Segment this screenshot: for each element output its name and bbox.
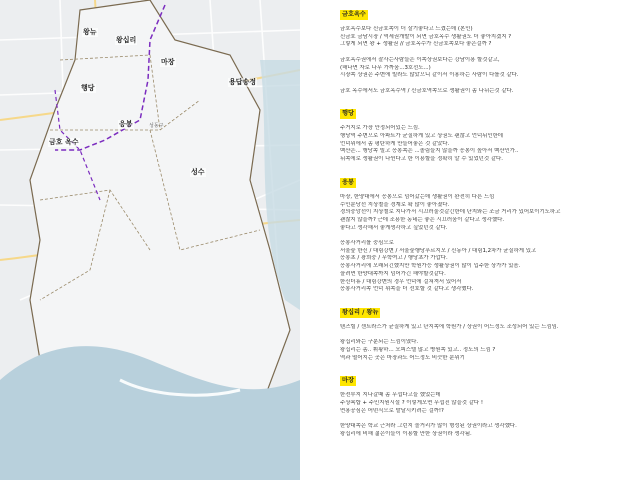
note-section bbox=[340, 376, 635, 438]
note-line: 면용공심은 어떤식으로 발달시키려는 걸까!? bbox=[340, 407, 444, 414]
label-wangsimni: 왕십리 bbox=[116, 36, 137, 44]
note-line: 수인분당선 지상철을 경계로 확 많이 좋아졌다. bbox=[340, 201, 450, 208]
note-section bbox=[340, 10, 635, 95]
note-line: 한전부지 지나갈때 좀 무섭다고들 했었는데 bbox=[340, 392, 441, 399]
note-section bbox=[340, 178, 635, 294]
note-line: 주거지로 가장 안정되어있는 느낌. bbox=[340, 125, 420, 132]
section-title: 금호옥수 bbox=[342, 11, 366, 18]
blank-line bbox=[340, 416, 635, 424]
note-line: 응봉초 / 광희중 / 무학여고 / 행당초가 가깝다. bbox=[340, 255, 448, 262]
note-line: 금호옥수권에서 잘사는사람들은 이쪽상권보다는 강남이용 할것같고, bbox=[340, 56, 500, 63]
note-line: 왕십리는 좀.. 휘황하... 오피스텔 많고 병원쪽 있고.. 정도의 느낌 ? bbox=[340, 347, 496, 354]
note-line: 응봉사거리를 중심으로 bbox=[340, 240, 394, 247]
label-seongdong-gu: 성동구 bbox=[149, 123, 164, 129]
note-line: 신금호 금남시장 / 역세권개발이 되면 금호옥수 생활권도 더 좋아지겠지 ? bbox=[340, 33, 512, 40]
map-canvas bbox=[0, 0, 300, 480]
note-line: 늘려면 한양대쪽까지 넘어가긴 해야할것같다. bbox=[340, 270, 446, 277]
note-section bbox=[340, 308, 635, 363]
note-line: 왕십리와는 구분되는 느낌이였다. bbox=[340, 339, 419, 346]
label-seongsu: 성수 bbox=[191, 168, 205, 176]
note-line: 괜찮지 않을까? 근데 조용한 동네는 좋은 시끄러움이 같다고 생각했다. bbox=[340, 216, 505, 223]
note-line: 마장, 한양대에서 응봉으로 넘어갔는데 생활권이 완전히 다른 느낌 bbox=[340, 193, 495, 200]
note-line: 역과 떨어지는 곳은 마장과도 어느정도 비슷한 분위기 bbox=[340, 354, 465, 361]
label-geumho-oksu: 금호 옥수 bbox=[49, 138, 79, 146]
label-wangnyu: 왕뉴 bbox=[83, 28, 97, 36]
note-line: 그렇게 되면 왕 + 생활권 // 금호옥수가 신금호쪽보다 좋은걸까 ? bbox=[340, 41, 492, 48]
note-line: 한신더휴 / 대림강변의 경우 언덕에 걸쳐져서 있어서 bbox=[340, 278, 462, 285]
blank-line bbox=[340, 80, 635, 88]
label-eungbong: 응봉 bbox=[119, 120, 133, 128]
note-line: 서울숲 한신 / 대림강변 / 서울숲행당푸르지오 / 신동아 / 대림1,2차가 균질하게 있고 bbox=[340, 247, 537, 254]
blank-line bbox=[340, 332, 635, 340]
section-title: 행당 bbox=[342, 110, 354, 118]
label-yongdap: 용답송정 bbox=[229, 78, 257, 86]
note-line: 경의중앙선이 지상철로 지나가서 시끄러울것같긴한데 단지와는 조금 거리가 있어보이기도하고 bbox=[340, 209, 561, 216]
note-line: 응봉사거리에 오래되긴했지만 학원가등 생활상권이 많이 입주한 상가가 있음. bbox=[340, 263, 521, 270]
note-line: 금호 옥수에서도 금호옥수역 / 신금호역쪽으로 생활권이 좀 나뉘는것 같다. bbox=[340, 87, 514, 94]
note-line: 시장쪽 상권은 주변에 빌라도 많았으니 같이서 이용하는 사람이 다를것 같다. bbox=[340, 72, 519, 79]
label-haengdang: 행당 bbox=[81, 84, 95, 92]
note-line: 텐즈힐 / 센트라스가 균질하게 있고 단지쪽에 학원가 / 상권이 어느정도 조성되어 있는 느낌임. bbox=[340, 323, 559, 330]
notes-panel bbox=[340, 10, 635, 475]
note-section bbox=[340, 109, 635, 164]
note-line: 백산은... 행당쪽 빌고 응봉쪽은 ...졸림들지 않을까 응봉이 높아서 백산인가.. bbox=[340, 148, 519, 155]
section-title: 왕십리 / 왕뉴 bbox=[342, 308, 379, 316]
note-line: 행당역 주변으로 아파트가 균질하게 있고 상권도 괜찮고 언덕뒤인한데 bbox=[340, 133, 504, 139]
note-line: 언덕위에서 좀 평탄하게 만들어놓은 것 같았다. bbox=[340, 140, 450, 147]
label-majang: 마장 bbox=[161, 58, 175, 66]
note-line: 한양대쪽은 학교 근처라 그런지 놀거리가 많이 형성된 상권이라고 생각했다. bbox=[340, 423, 517, 430]
note-line: 금호옥수보다 신금호쪽이 더 살기좋다고 느꼈는데 (본인) bbox=[340, 26, 473, 32]
section-title: 마장 bbox=[342, 377, 354, 385]
blank-line bbox=[340, 49, 635, 57]
note-line: 좋다고 생각해서 좋게생각하고 싶었던것 같다. bbox=[340, 224, 448, 231]
section-title: 응봉 bbox=[342, 178, 354, 186]
district-map[interactable] bbox=[0, 0, 300, 480]
note-line: 왕십리에 비해 젊은이들이 이용할 만한 상권이라 생각됨. bbox=[340, 430, 472, 437]
note-line: 주상복합 + 주민지원시설 ? 이렇게오면 무섭진 않을것 같다 ! bbox=[340, 400, 484, 407]
note-line: (해나면 자로 나무 가까움...3호선도...) bbox=[340, 64, 431, 71]
note-line: 응봉사거리쪽 언덕 위쪽을 더 선호할 것 같다고 생각했다. bbox=[340, 286, 474, 293]
blank-line bbox=[340, 232, 635, 240]
note-line: 뒤쪽에로 생활권이 나뉜다고 한 이용할을 정확히 알 수 있었던것 같다. bbox=[340, 156, 503, 163]
